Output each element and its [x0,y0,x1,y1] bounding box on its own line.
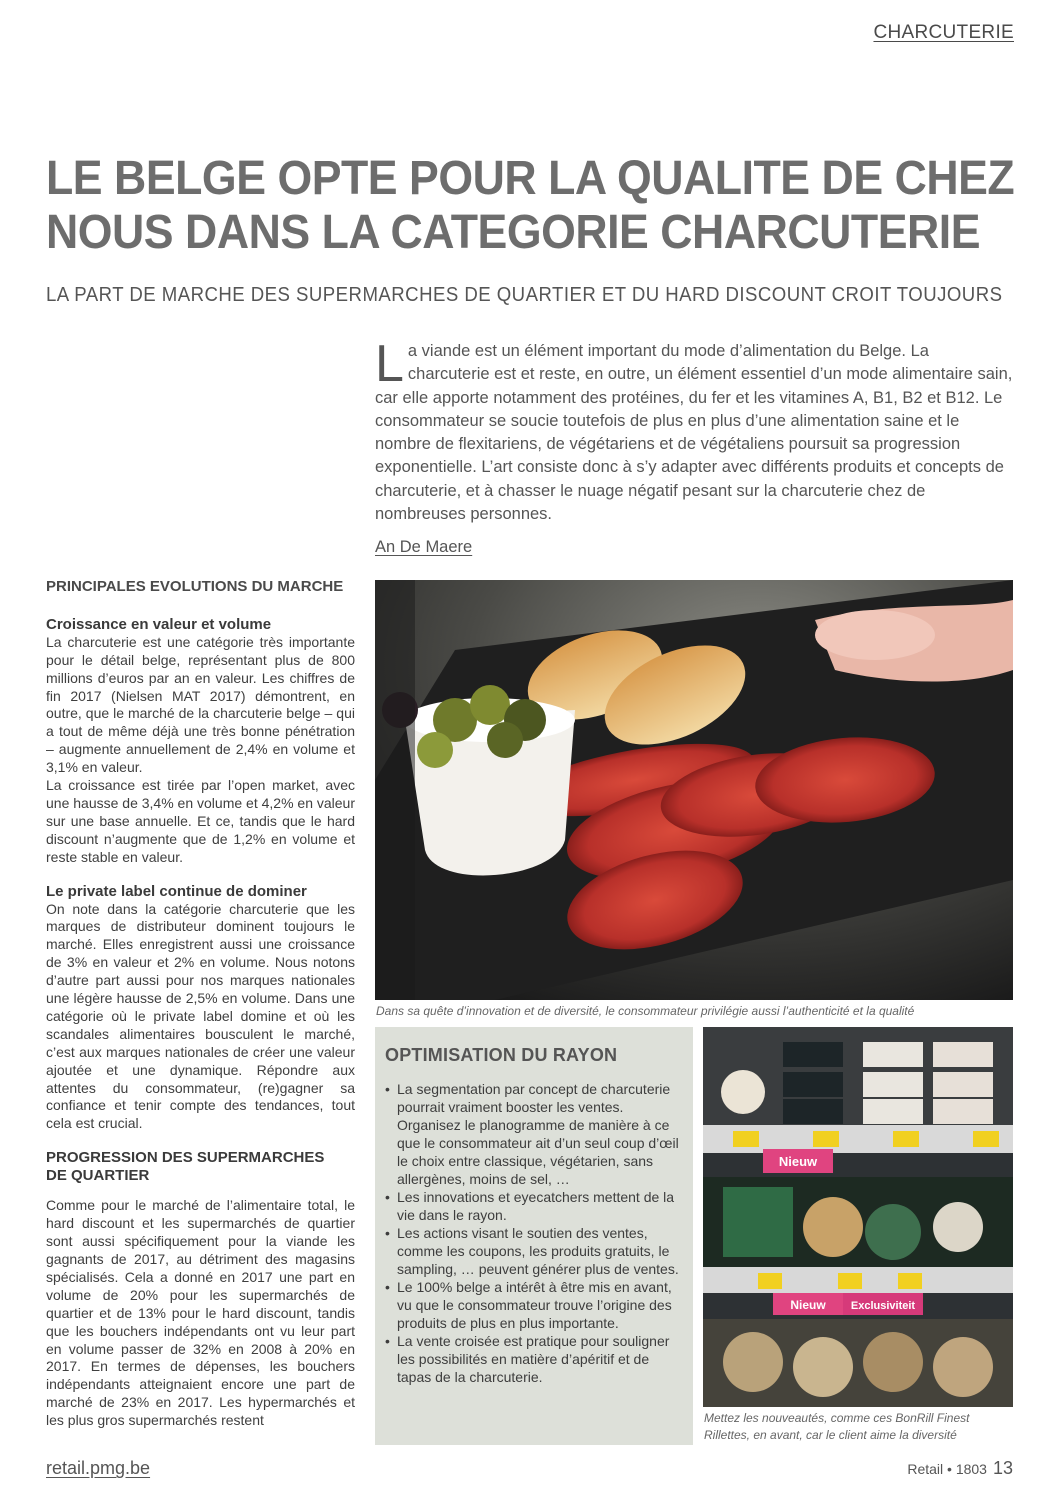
section-heading [46,1149,355,1185]
paragraph: La croissance est tirée par l’open market, avec une hausse de 3,4% en volume et 4,2% en valeur sur une base annuelle. Et ce, tandis que le hard discount n’augmente que de 1,2% en volume et reste stable en valeur. [46,777,355,865]
tip-list [385,1080,683,1386]
subheading: Le private label continue de dominer [46,882,307,900]
box-title: OPTIMISATION DU RAYON [385,1045,618,1065]
shelf-image [703,1027,1013,1407]
list-item: • Les actions visant le soutien des ventes, comme les coupons, les produits gratuits, le sampling, … peuvent générer plus de ventes. [385,1224,683,1278]
list-item: • Les innovations et eyecatchers mettent de la vie dans le rayon. [385,1188,683,1224]
list-item: • La segmentation par concept de charcuterie pourrait vraiment booster les ventes. Organisez le planogramme de manière à ce que le consommateur ait d’un seul coup d’œil le choix entre classique, végétarien, sans allergènes, moins de sel, … [385,1080,683,1188]
left-column [46,578,355,1430]
section-heading: PRINCIPALES EVOLUTIONS DU MARCHE [46,578,344,595]
shelf-photo [703,1027,1013,1407]
intro-text: a viande est un élément important du mode d’alimentation du Belge. La charcuterie est et reste, en outre, un élément essentiel d’un mode alimentaire sain, car elle apporte notamment des protéines, du fer et les vitamines A, B1, B2 et B12. Le consommateur se soucie toutefois de plus en plus d’une alimentation saine et le nombre de flexitariens, de végétariens et de végétaliens poursuit sa progression exponentielle. L’art consiste donc à s’y adapter avec différents produits et concepts de charcuterie, et à chasser le nuage négatif pesant sur la charcuterie chez de nombreuses personnes. [375,342,1013,524]
footer-issue [907,1458,1013,1479]
nieuw-label: Nieuw [790,1298,826,1312]
article-title [46,152,1015,260]
section-tag: CHARCUTERIE [873,22,1014,43]
exclusive-label: Exclusiviteit [850,1300,916,1312]
author-link[interactable]: An De Maere [375,538,473,556]
charcuterie-image [375,580,1013,1000]
paragraph: Comme pour le marché de l’alimentaire total, le hard discount et les supermarchés de quartier sont aussi spécifiquement pour la viande les gagnants de 2017, au détriment des magasins spécialisés. Cela a donné en 2017 une part en volume de 20% pour les supermarchés de quartier et de 13% pour le hard discount, tandis que les bouchers indépendants ont vu leur part en volume passer de 32% en 2008 à 20% en 2017. En termes de dépenses, les bouchers indépendants atteignaient encore une part de marché de 23% en 2017. Les hypermarchés et les plus gros supermarchés restent [46,1197,355,1429]
paragraph: La charcuterie est une catégorie très importante pour le détail belge, représentant plus de 800 millions d’euros par an en valeur. Les chiffres de fin 2017 (Nielsen MAT 2017) démontrent, en outre, que le marché de la charcuterie belge – qui a tout de même déjà une très bonne pénétration – augmente annuellement de 2,4% en volume et 3,1% en valeur. [46,633,355,776]
paragraph: On note dans la catégorie charcuterie que les marques de distributeur dominent toujours le marché. Elles enregistrent aussi une croissance de 3% en valeur et 2% en volume. Nous notons d’autre part aussi pour nos marques nationales une légère hausse de 2,5% en volume. Dans une catégorie où le private label domine et où les scandales alimentaires bousculent le marché, c’est aux marques nationales de créer une valeur ajoutée et une dynamique. Répondre aux attentes du consommateur, (re)gagner sa confiance et tenir compte des tendances, tout cela est crucial. [46,900,355,1132]
title-line-1: LE BELGE OPTE POUR LA QUALITE DE CHEZ [46,152,1015,205]
list-item: • La vente croisée est pratique pour souligner les possibilités en matière d’apéritif et de tapas de la charcuterie. [385,1332,683,1386]
charcuterie-photo [375,580,1013,1000]
article-subtitle: LA PART DE MARCHE DES SUPERMARCHES DE QUARTIER ET DU HARD DISCOUNT CROIT TOUJOURS [46,284,1003,306]
intro-paragraph [375,335,1015,526]
footer-url-link[interactable]: retail.pmg.be [46,1458,151,1478]
issue-label: Retail • 1803 [907,1461,987,1477]
page-number: 13 [992,1458,1013,1478]
photo-caption: Dans sa quête d’innovation et de diversité, le consommateur privilégie aussi l’authenticité et la qualité [376,1004,915,1018]
drop-cap: L [375,335,404,393]
heading-line: PROGRESSION DES SUPERMARCHES [46,1149,325,1167]
nieuw-label: Nieuw [778,1154,818,1169]
heading-line: DE QUARTIER [46,1167,150,1185]
shelf-caption: Mettez les nouveautés, comme ces BonRill Finest Rillettes, en avant, car le client aime la diversité [704,1411,970,1442]
title-line-2: NOUS DANS LA CATEGORIE CHARCUTERIE [46,206,981,259]
subheading: Croissance en valeur et volume [46,615,272,633]
tip-box [375,1027,693,1445]
list-item: • Le 100% belge a intérêt à être mis en avant, vu que le consommateur trouve l’origine des produits de plus en plus importante. [385,1278,683,1332]
